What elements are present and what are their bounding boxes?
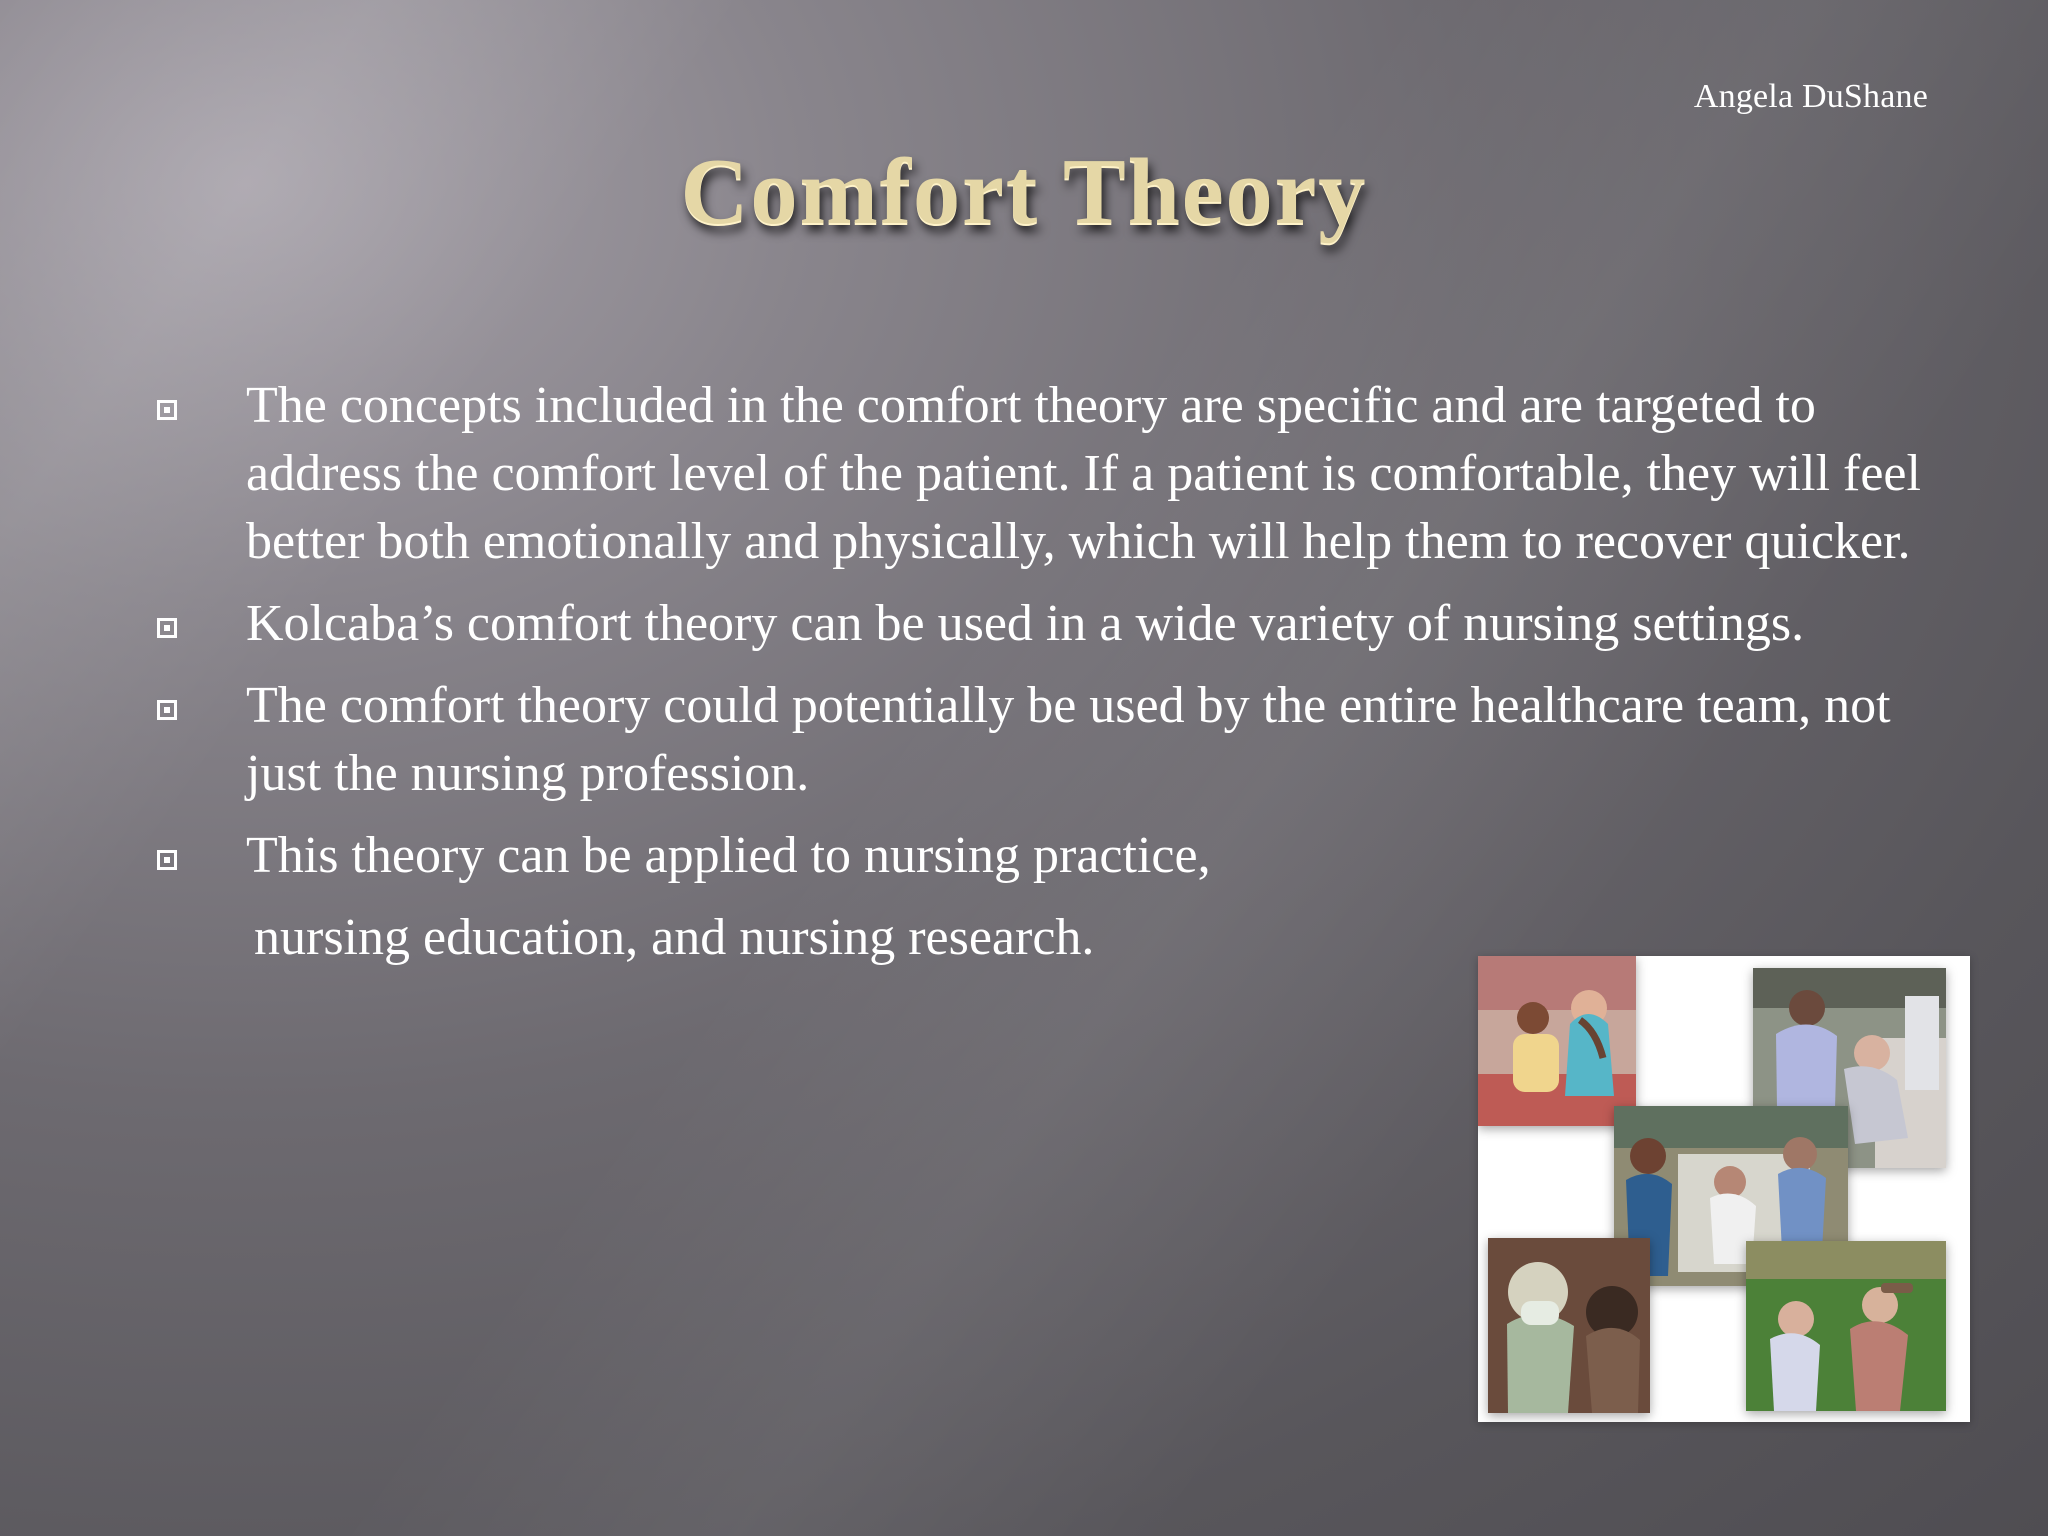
elderly-care-photo bbox=[1746, 1241, 1946, 1411]
square-bullet-icon bbox=[157, 700, 177, 720]
bullet-continuation-text: nursing education, and nursing research. bbox=[254, 909, 1095, 966]
bullet-text: Kolcaba’s comfort theory can be used in a wide variety of nursing settings. bbox=[246, 595, 1805, 652]
bullet-item bbox=[150, 372, 1930, 576]
bullet-text: The concepts included in the comfort theory are specific and are targeted to address the comfort level of the patient. If a patient is comfortable, they will feel better both emotionally and physically, which will help them to recover quicker. bbox=[246, 377, 1921, 570]
slide-title: Comfort Theory bbox=[680, 140, 1368, 244]
bullet-item bbox=[150, 672, 1930, 808]
surgical-team-photo bbox=[1488, 1238, 1650, 1413]
square-bullet-icon bbox=[157, 618, 177, 638]
square-bullet-icon bbox=[157, 850, 177, 870]
nursing-photo-collage bbox=[1478, 956, 1970, 1422]
bullet-item bbox=[150, 590, 1930, 658]
bullet-list bbox=[150, 372, 1930, 986]
bullet-text: The comfort theory could potentially be used by the entire healthcare team, not just the nursing profession. bbox=[246, 677, 1891, 802]
author-name: Angela DuShane bbox=[1693, 78, 1928, 115]
nurse-with-child-photo bbox=[1478, 956, 1636, 1126]
bullet-text: This theory can be applied to nursing practice, bbox=[246, 827, 1211, 884]
square-bullet-icon bbox=[157, 400, 177, 420]
bullet-item bbox=[150, 822, 1930, 972]
